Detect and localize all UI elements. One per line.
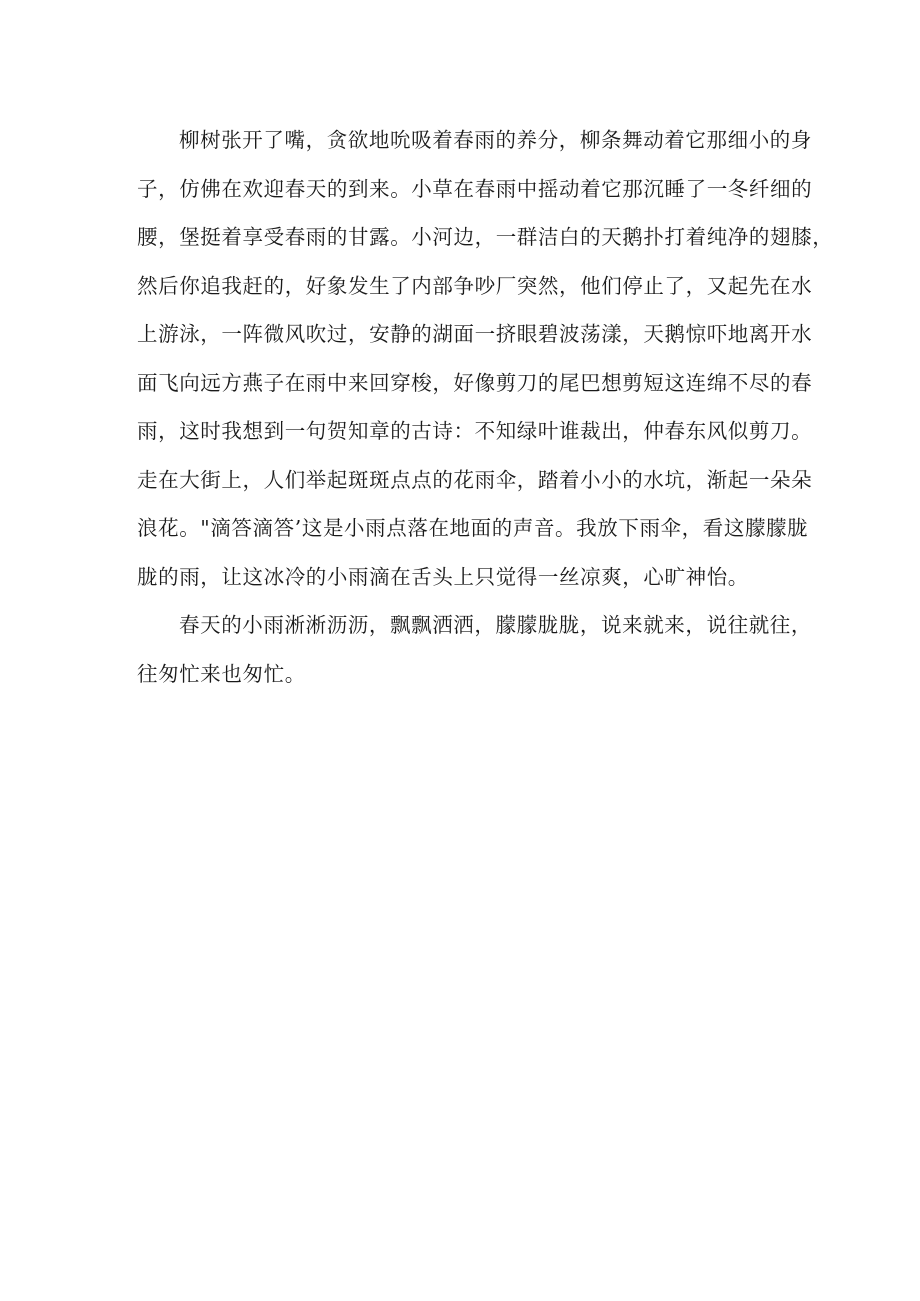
text-line: 雨，这时我想到一句贺知章的古诗：不知绿叶谁裁出，仲春东风似剪刀。 [137,419,813,443]
text-line: 春天的小雨淅淅沥沥，飘飘洒洒，朦朦胧胧，说来就来，说往就往， [179,613,812,637]
text-line: 走在大街上，人们举起斑斑点点的花雨伞，踏着小小的水坑，渐起一朵朵 [137,467,813,492]
paragraph [137,601,812,698]
text-line: 浪花。"滴答滴答’这是小雨点落在地面的声音。我放下雨伞，看这朦朦胧 [137,516,809,540]
document-body [137,116,834,698]
text-line: 胧的雨，让这冰冷的小雨滴在舌头上只觉得一丝凉爽，心旷神怡。 [137,564,749,589]
text-line: 面飞向远方燕子在雨中来回穿梭，好像剪刀的尾巴想剪短这连绵不尽的春 [137,370,813,395]
text-line: 腰，堡挺着享受春雨的甘露。小河边，一群洁白的天鹅扑打着纯净的翅膝， [137,225,834,249]
text-line: 往匆忙来也匆忙。 [137,661,306,686]
paragraph [137,116,834,601]
text-line: 柳树张开了嘴，贪欲地吮吸着春雨的养分，柳条舞动着它那细小的身 [179,128,812,152]
text-line: 然后你追我赶的，好象发生了内部争吵厂突然，他们停止了，又起先在水 [137,273,813,298]
text-line: 子，仿佛在欢迎春天的到来。小草在春雨中摇动着它那沉睡了一冬纤细的 [137,176,813,201]
text-line: 上游泳，一阵微风吹过，安静的湖面一挤眼碧波荡漾，天鹅惊吓地离开水 [137,322,813,346]
